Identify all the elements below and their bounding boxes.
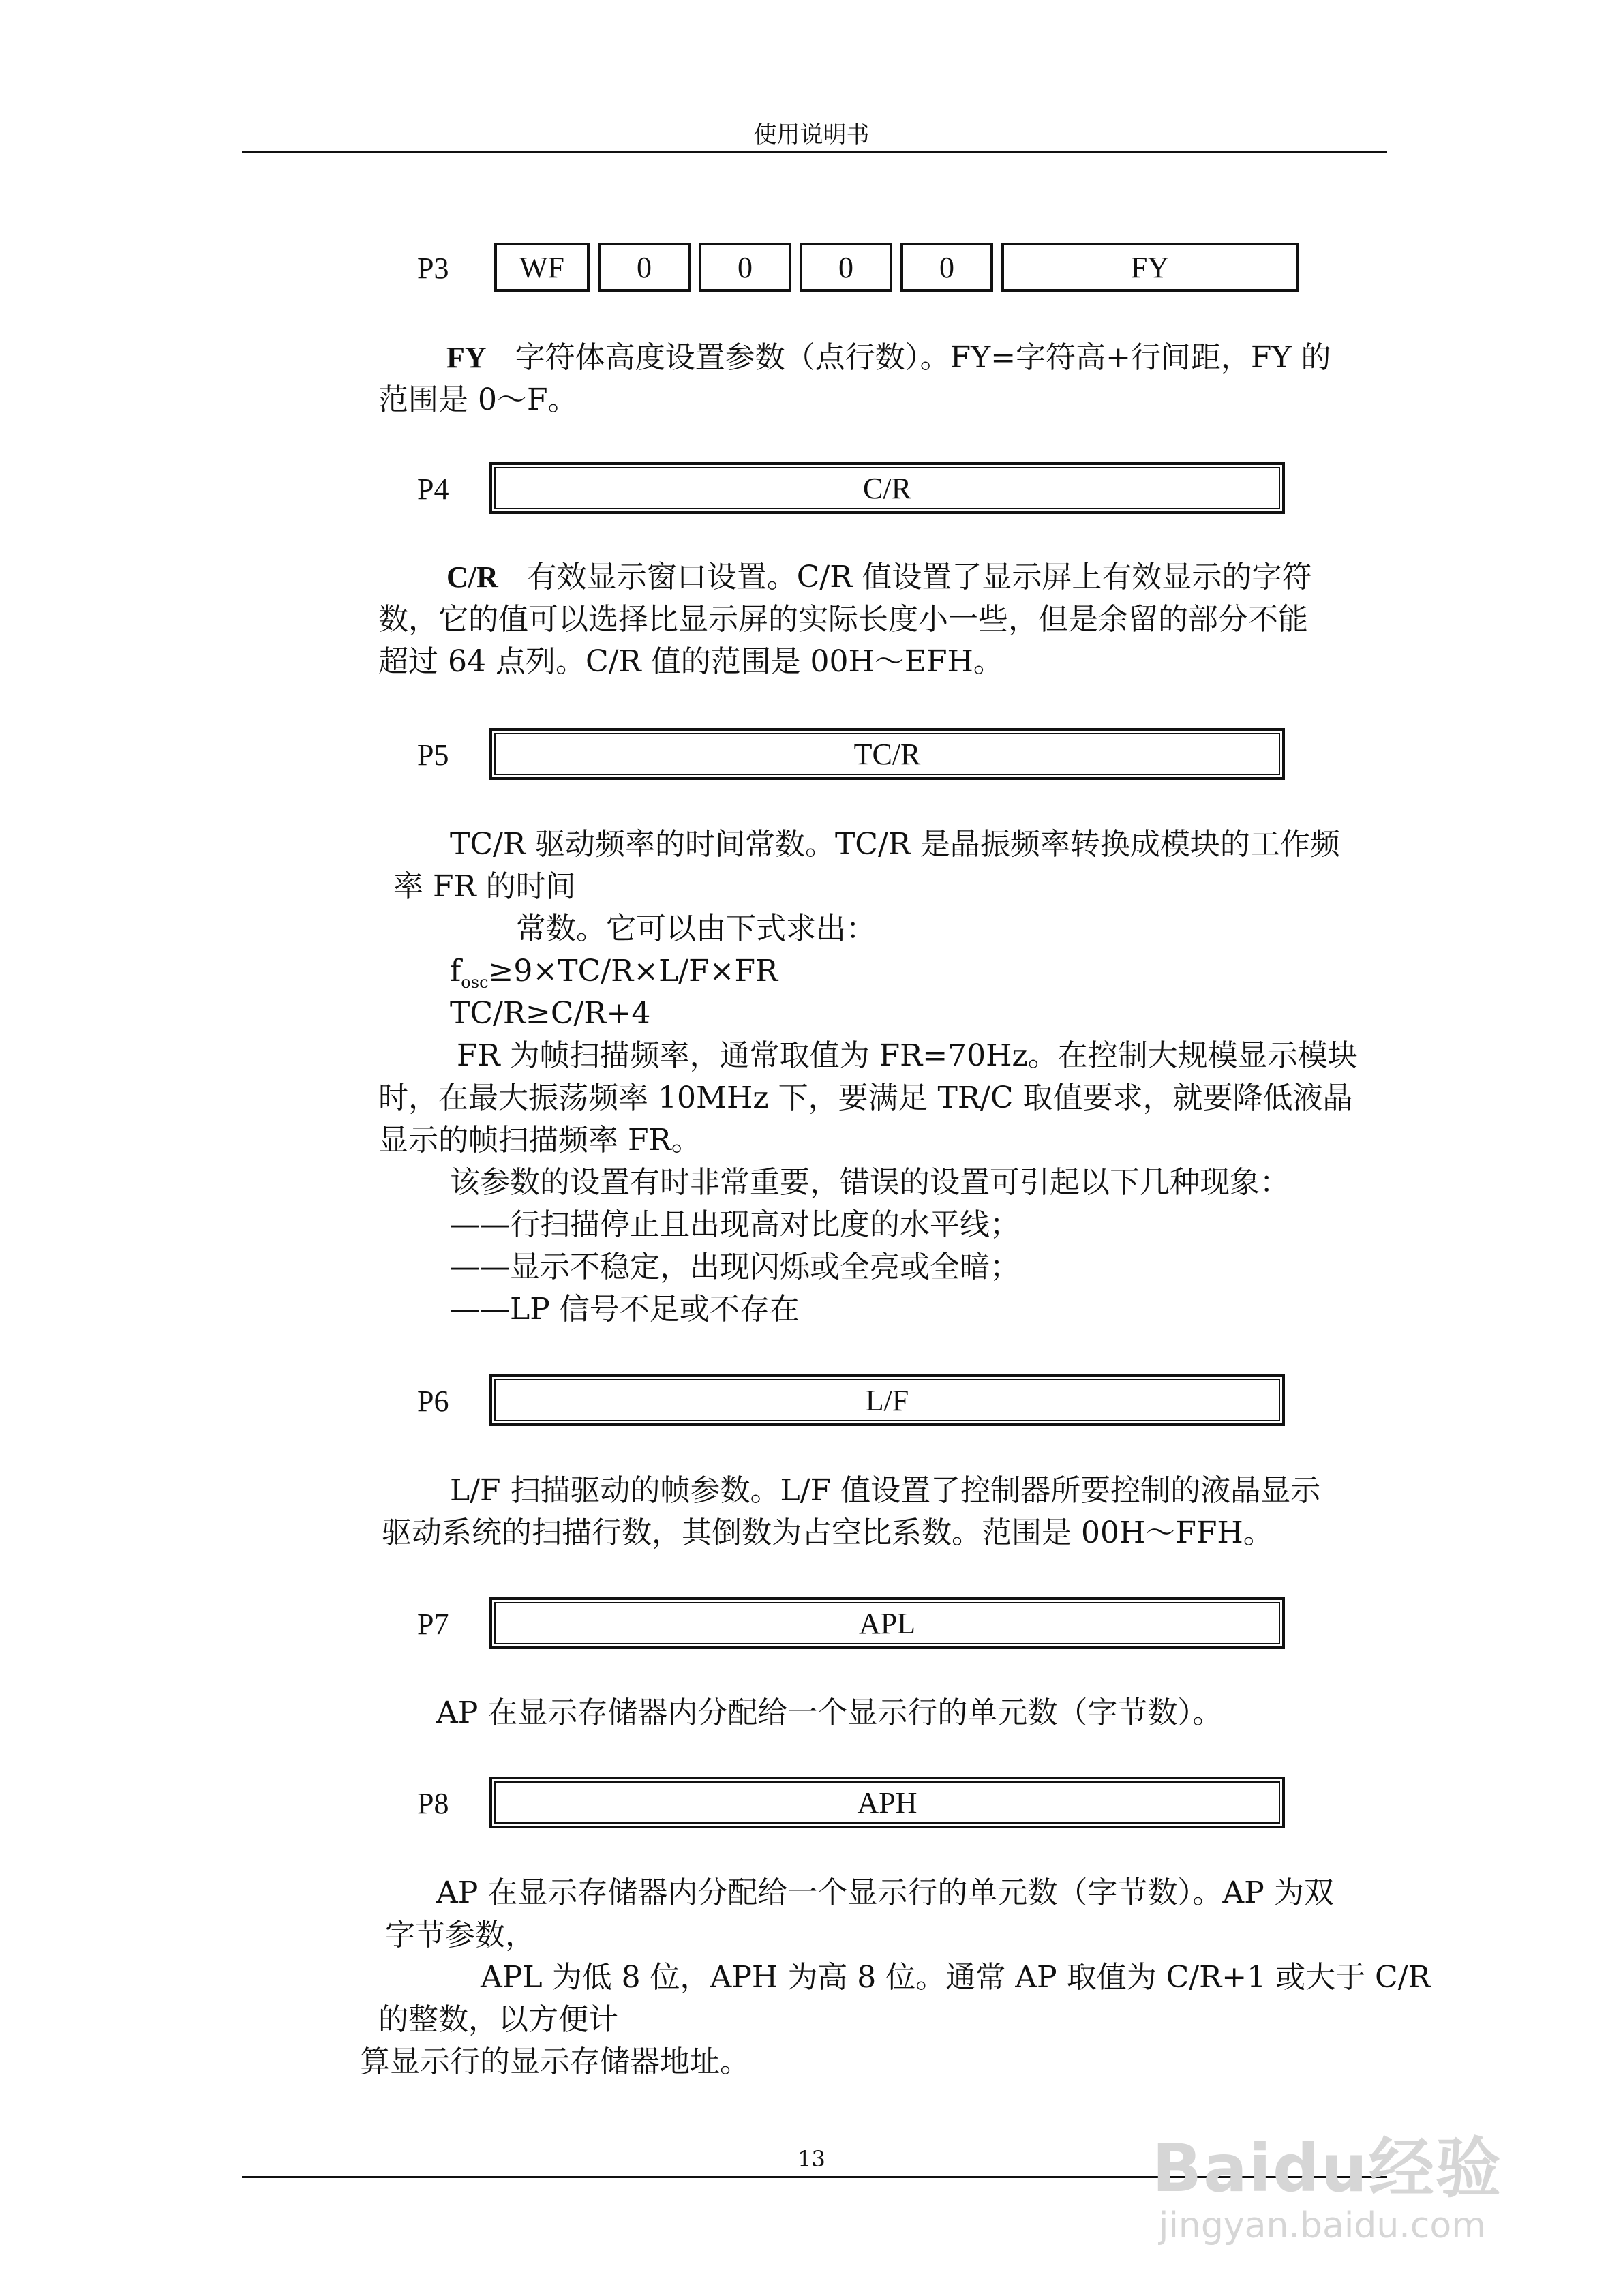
p5-line6: FR 为帧扫描频率，通常取值为 FR=70Hz。在控制大规模显示模块 (457, 1038, 1358, 1073)
p5-line8: 显示的帧扫描频率 FR。 (378, 1123, 701, 1158)
p5-formula2: TC/R≥C/R+4 (450, 996, 651, 1031)
watermark-logo: Baidu经验 (1152, 2130, 1502, 2207)
p6-line1: L/F 扫描驱动的帧参数。L/F 值设置了控制器所要控制的液晶显示 (450, 1473, 1321, 1508)
p5-line7: 时，在最大振荡频率 10MHz 下，要满足 TR/C 取值要求，就要降低液晶 (378, 1081, 1353, 1115)
page-number: 13 (798, 2146, 825, 2172)
p5-line12: ——LP 信号不足或不存在 (450, 1292, 800, 1327)
p8-line5: 算显示行的显示存储器地址。 (360, 2044, 750, 2079)
p7-label: P7 (417, 1607, 449, 1641)
p6-label: P6 (417, 1385, 449, 1418)
p4-label: P4 (417, 472, 449, 506)
p5-line2: 率 FR 的时间 (393, 869, 576, 904)
header-rule (242, 151, 1387, 153)
p4-desc-line1 (446, 556, 1311, 599)
p3-cell-wf: WF (494, 243, 590, 292)
p5-formula-sub: osc (461, 972, 489, 992)
p3-cell-bit: 0 (598, 243, 691, 292)
p7-line1: AP 在显示存储器内分配给一个显示行的单元数（字节数）。 (436, 1695, 1223, 1730)
p3-desc-line1 (446, 337, 1331, 379)
p5-formula-rest: ≥9×TC/R×L/F×FR (488, 954, 778, 988)
p8-line4: 的整数，以方便计 (378, 2002, 618, 2037)
p5-line3: 常数。它可以由下式求出： (516, 911, 876, 946)
p5-line1: TC/R 驱动频率的时间常数。TC/R 是晶振频率转换成模块的工作频 (450, 827, 1340, 862)
watermark-url: jingyan.baidu.com (1159, 2205, 1486, 2246)
p3-cell-bit: 0 (900, 243, 993, 292)
p4-desc-text: 有效显示窗口设置。C/R 值设置了显示屏上有效显示的字符 (526, 560, 1312, 594)
p5-line9: 该参数的设置有时非常重要，错误的设置可引起以下几种现象： (450, 1165, 1290, 1200)
p4-desc-line2: 数，它的值可以选择比显示屏的实际长度小一些，但是余留的部分不能 (378, 602, 1308, 637)
p3-term: FY (446, 341, 487, 374)
p3-desc-line2: 范围是 0～F。 (378, 382, 578, 417)
p5-line11: ——显示不稳定，出现闪烁或全亮或全暗； (450, 1250, 1020, 1284)
p3-cell-fy: FY (1001, 243, 1299, 292)
p3-cell-bit: 0 (800, 243, 892, 292)
p8-line2: 字节参数， (385, 1918, 535, 1952)
p3-desc-text: 字符体高度设置参数（点行数）。FY=字符高+行间距，FY 的 (515, 340, 1331, 375)
p7-register: APL (489, 1597, 1285, 1649)
p8-register: APH (489, 1777, 1285, 1828)
p3-register (494, 243, 1299, 292)
p3-label: P3 (417, 252, 449, 285)
p5-formula-f: f (450, 954, 461, 988)
p6-line2: 驱动系统的扫描行数，其倒数为占空比系数。范围是 00H～FFH。 (382, 1515, 1273, 1550)
p8-line3: APL 为低 8 位，APH 为高 8 位。通常 AP 取值为 C/R+1 或大于 C/R (481, 1960, 1431, 1995)
p5-label: P5 (417, 738, 449, 772)
p4-register: C/R (489, 462, 1285, 514)
p5-line10: ——行扫描停止且出现高对比度的水平线； (450, 1207, 1020, 1242)
p4-desc-line3: 超过 64 点列。C/R 值的范围是 00H～EFH。 (378, 644, 1003, 679)
p6-register: L/F (489, 1374, 1285, 1426)
header-title: 使用说明书 (753, 121, 870, 149)
p8-line1: AP 在显示存储器内分配给一个显示行的单元数（字节数）。AP 为双 (436, 1875, 1334, 1910)
p3-cell-bit: 0 (699, 243, 791, 292)
p8-label: P8 (417, 1787, 449, 1820)
p4-term: C/R (446, 560, 498, 594)
p5-register: TC/R (489, 728, 1285, 780)
